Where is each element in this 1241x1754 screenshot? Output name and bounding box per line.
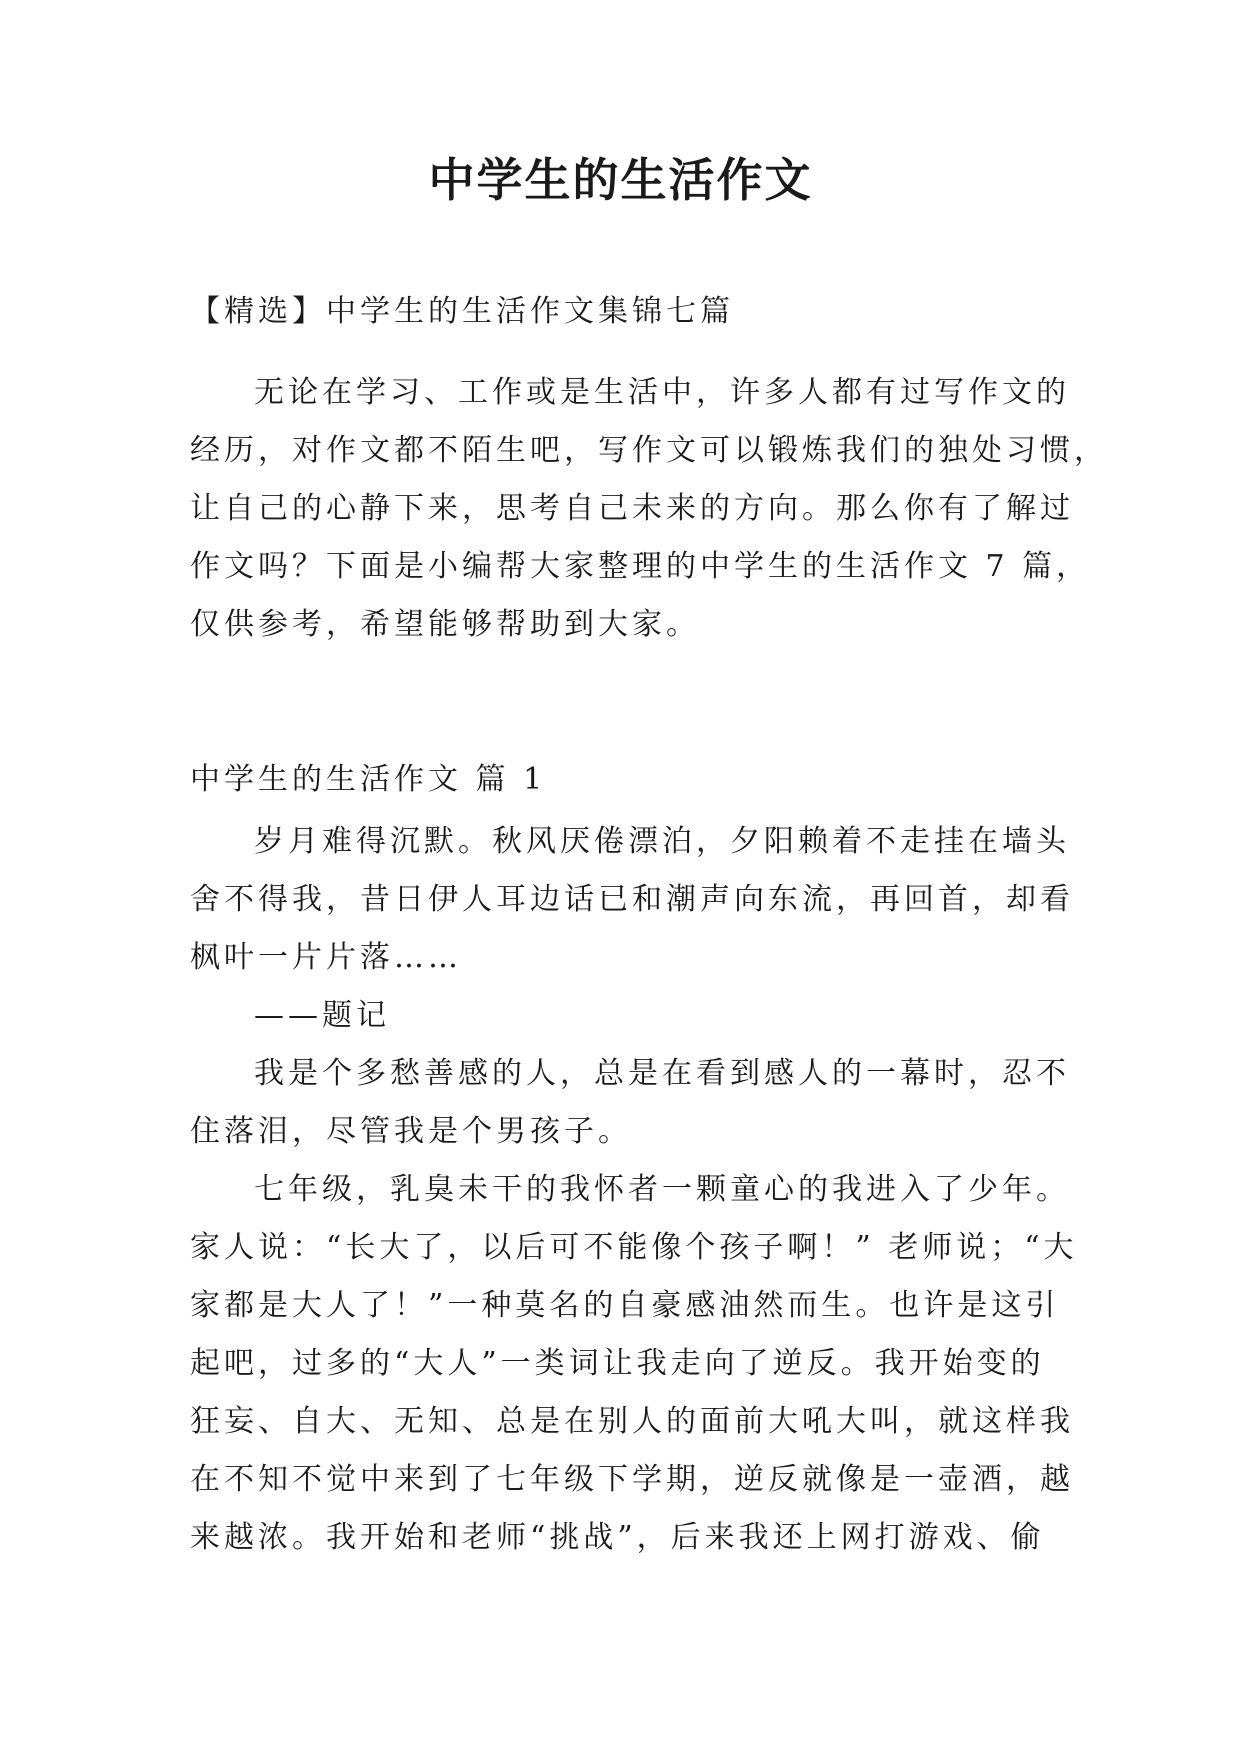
essay-line: 舍不得我，昔日伊人耳边话已和潮声向东流，再回首，却看 <box>190 882 1074 917</box>
essay-line: 枫叶一片片落…… <box>190 940 462 975</box>
essay-line: 狂妄、自大、无知、总是在别人的面前大吼大叫，就这样我 <box>190 1404 1074 1439</box>
essay-line: 家都是大人了！”一种莫名的自豪感油然而生。也许是这引 <box>190 1288 1060 1323</box>
document-subtitle: 【精选】中学生的生活作文集锦七篇 <box>190 294 734 329</box>
epigraph-attribution: ——题记 <box>254 998 390 1033</box>
intro-line: 仅供参考，希望能够帮助到大家。 <box>190 607 700 642</box>
essay-line: 住落泪，尽管我是个男孩子。 <box>190 1114 632 1149</box>
essay-line: 我是个多愁善感的人，总是在看到感人的一幕时，忍不 <box>254 1056 1070 1091</box>
intro-line: 无论在学习、工作或是生活中，许多人都有过写作文的 <box>254 375 1070 410</box>
intro-line: 经历，对作文都不陌生吧，写作文可以锻炼我们的独处习惯， <box>190 433 1108 468</box>
document-title: 中学生的生活作文 <box>428 153 813 207</box>
essay-line: 起吧，过多的“大人”一类词让我走向了逆反。我开始变的 <box>190 1346 1045 1381</box>
intro-paragraph <box>190 364 1108 654</box>
essay-line: 来越浓。我开始和老师“挑战”，后来我还上网打游戏、偷 <box>190 1520 1045 1555</box>
essay-line: 家人说：“长大了，以后可不能像个孩子啊！” 老师说；“大 <box>190 1230 1078 1265</box>
intro-line: 作文吗？下面是小编帮大家整理的中学生的生活作文 7 篇， <box>190 549 1091 584</box>
section-heading: 中学生的生活作文 篇 1 <box>190 762 547 797</box>
intro-line: 让自己的心静下来，思考自己未来的方向。那么你有了解过 <box>190 491 1074 526</box>
essay-body <box>190 813 1078 1567</box>
essay-line: 岁月难得沉默。秋风厌倦漂泊，夕阳赖着不走挂在墙头 <box>254 824 1070 859</box>
essay-line: 在不知不觉中来到了七年级下学期，逆反就像是一壶酒，越 <box>190 1462 1074 1497</box>
essay-line: 七年级，乳臭未干的我怀者一颗童心的我进入了少年。 <box>254 1172 1070 1207</box>
